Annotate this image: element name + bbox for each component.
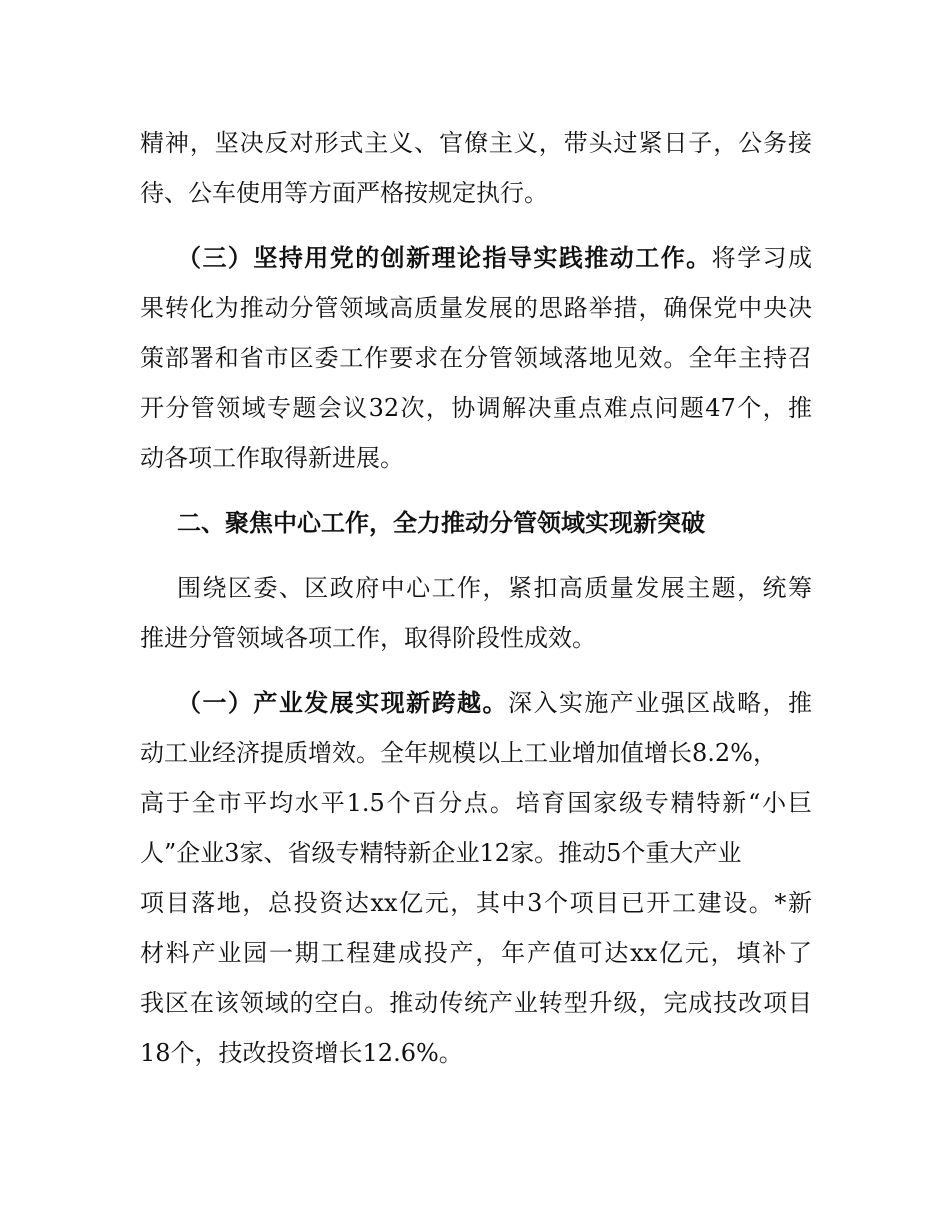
text-line: 18个，技改投资增长12.6%。 — [140, 1039, 463, 1067]
text-line: 推进分管领域各项工作，取得阶段性成效。 — [140, 624, 596, 652]
text-line: 高于全市平均水平1.5个百分点。培育国家级专精特新“小巨 — [140, 789, 812, 817]
text-line: 策部署和省市区委工作要求在分管领域落地见效。全年主持召 — [140, 344, 812, 372]
text-line: 精神，坚决反对形式主义、官僚主义，带头过紧日子，公务接 — [140, 129, 812, 157]
paragraph — [140, 118, 812, 218]
text-line: 果转化为推动分管领域高质量发展的思路举措，确保党中央决 — [140, 294, 812, 322]
text-line: 动各项工作取得新进展。 — [140, 444, 404, 472]
text-line: 开分管领域专题会议32次，协调解决重点难点问题47个，推 — [140, 394, 812, 422]
text-line: 人”企业3家、省级专精特新企业12家。推动5个重大产业 — [140, 839, 742, 867]
text-line: 待、公车使用等方面严格按规定执行。 — [140, 179, 548, 207]
subsection-heading: （三）坚持用党的创新理论指导实践推动工作。 — [177, 244, 712, 272]
text-line — [140, 678, 812, 728]
section-heading: 二、聚焦中心工作，全力推动分管领域实现新突破 — [177, 509, 705, 537]
text-line: 动工业经济提质增效。全年规模以上工业增加值增长8.2%， — [140, 739, 777, 767]
text-span: 将学习成 — [711, 244, 812, 272]
paragraph — [140, 563, 812, 663]
text-line — [140, 233, 812, 283]
paragraph — [140, 233, 812, 483]
paragraph — [140, 678, 812, 1078]
document-page — [140, 118, 812, 1078]
text-line: 材料产业园一期工程建成投产，年产值可达xx亿元，填补了 — [140, 939, 812, 967]
text-line: 我区在该领域的空白。推动传统产业转型升级，完成技改项目 — [140, 989, 812, 1017]
subsection-heading: （一）产业发展实现新跨越。 — [177, 689, 508, 717]
text-line: 围绕区委、区政府中心工作，紧扣高质量发展主题，统筹 — [177, 574, 812, 602]
text-span: 深入实施产业强区战略，推 — [507, 689, 813, 717]
text-line: 项目落地，总投资达xx亿元，其中3个项目已开工建设。*新 — [140, 889, 812, 917]
paragraph — [140, 498, 812, 548]
